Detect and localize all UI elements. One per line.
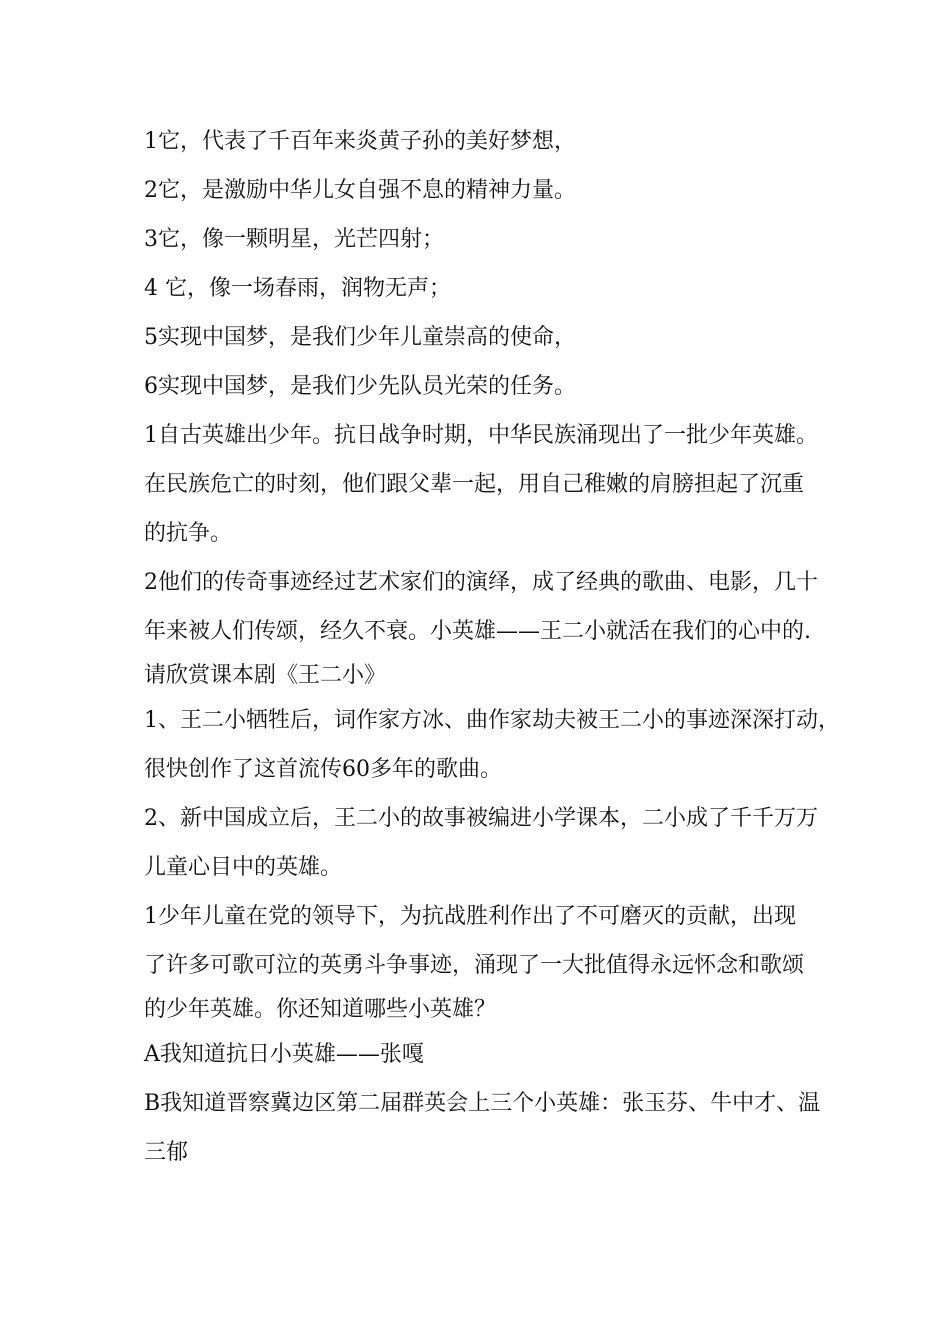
text-line-17: 1少年儿童在党的领导下，为抗战胜利作出了不可磨灭的贡献，出现 (144, 904, 796, 929)
text-line-7: 1自古英雄出少年。抗日战争时期，中华民族涌现出了一批少年英雄。 (144, 423, 818, 448)
text-line-20: A我知道抗日小英雄——张嘎 (144, 1042, 424, 1067)
text-line-12: 请欣赏课本剧《王二小》 (144, 663, 387, 688)
text-line-8: 在民族危亡的时刻，他们跟父辈一起，用自己稚嫩的肩膀担起了沉重 (144, 472, 805, 497)
text-line-1: 1它，代表了千百年来炎黄子孙的美好梦想， (144, 129, 576, 154)
text-line-22: 三郁 (144, 1140, 189, 1165)
text-line-15: 2、新中国成立后，王二小的故事被编进小学课本，二小成了千千万万 (144, 806, 818, 831)
text-line-4: 4 它，像一场春雨，润物无声； (144, 276, 451, 301)
text-line-19: 的少年英雄。你还知道哪些小英雄？ (144, 997, 497, 1022)
text-line-3: 3它，像一颗明星，光芒四射； (144, 227, 444, 252)
text-line-6: 6实现中国梦，是我们少先队员光荣的任务。 (144, 374, 576, 399)
text-line-13: 1、王二小牺牲后，词作家方冰、曲作家劫夫被王二小的事迹深深打动， (144, 708, 840, 733)
text-line-21: B我知道晋察冀边区第二届群英会上三个小英雄：张玉芬、牛中才、温 (144, 1091, 821, 1116)
text-line-9: 的抗争。 (144, 521, 233, 546)
text-line-14: 很快创作了这首流传60多年的歌曲。 (144, 757, 502, 782)
text-line-5: 5实现中国梦，是我们少年儿童崇高的使命， (144, 325, 576, 350)
document-body (144, 117, 840, 1177)
text-line-16: 儿童心目中的英雄。 (144, 855, 343, 880)
text-line-2: 2它，是激励中华儿女自强不息的精神力量。 (144, 178, 576, 203)
text-line-11: 年来被人们传颂，经久不衰。小英雄——王二小就活在我们的心中的. (144, 619, 811, 644)
text-line-10: 2他们的传奇事迹经过艺术家们的演绎，成了经典的歌曲、电影，几十 (144, 570, 818, 595)
text-line-18: 了许多可歌可泣的英勇斗争事迹，涌现了一大批值得永远怀念和歌颂 (144, 953, 805, 978)
